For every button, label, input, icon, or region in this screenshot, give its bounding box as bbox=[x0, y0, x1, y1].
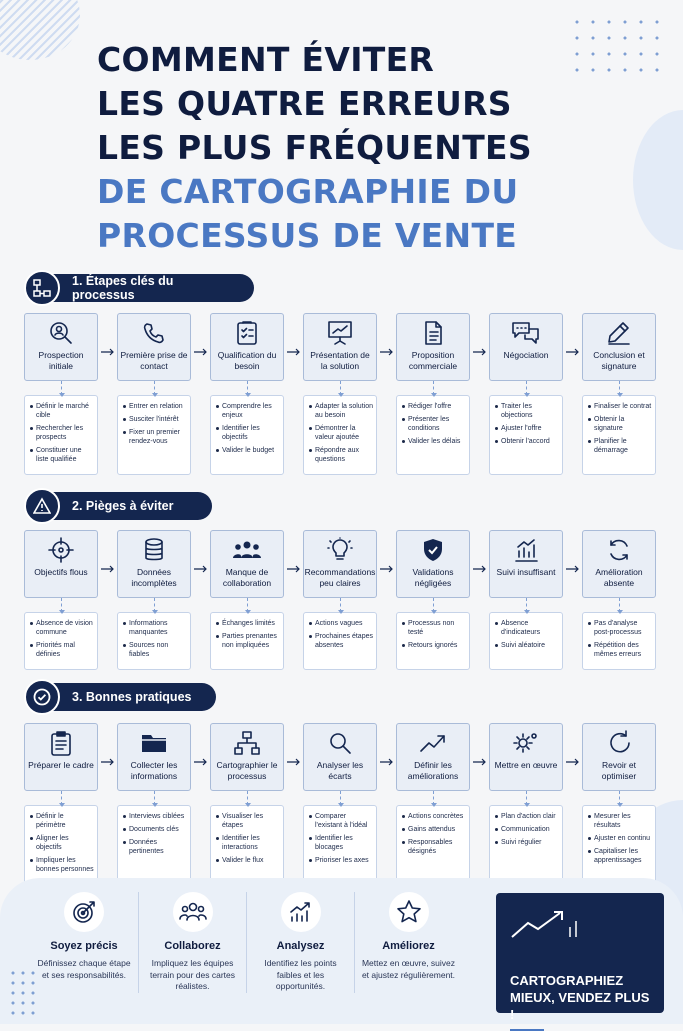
tip-item bbox=[354, 892, 462, 993]
presentation-icon bbox=[326, 320, 354, 346]
step-label: Première prise de contact bbox=[120, 350, 188, 371]
step-label: Négociation bbox=[503, 350, 549, 360]
bullet-item: Pas d'analyse post-processus bbox=[587, 619, 652, 637]
dashed-connector bbox=[61, 791, 62, 805]
arrow-right-icon bbox=[566, 343, 580, 351]
bullet-list bbox=[24, 805, 98, 885]
crosshair-icon bbox=[48, 537, 74, 563]
bullet-item: Mesurer les résultats bbox=[587, 812, 652, 830]
bullet-item: Rédiger l'offre bbox=[401, 402, 466, 411]
dashed-connector bbox=[433, 791, 434, 805]
dashed-connector bbox=[526, 598, 527, 612]
bullet-list bbox=[396, 612, 470, 670]
bullet-item: Adapter la solution au besoin bbox=[308, 402, 373, 420]
search-person-icon bbox=[48, 320, 74, 346]
bullet-item: Comparer l'existant à l'idéal bbox=[308, 812, 373, 830]
bullet-item: Identifier les interactions bbox=[215, 834, 280, 852]
step-label: Recommandations peu claires bbox=[304, 567, 376, 588]
bullet-item: Répondre aux questions bbox=[308, 446, 373, 464]
step-card bbox=[210, 313, 284, 381]
step-label: Analyser les écarts bbox=[316, 760, 364, 781]
arrow-right-icon bbox=[101, 560, 115, 568]
dashed-connector bbox=[154, 381, 155, 395]
arrow-right-icon bbox=[380, 753, 394, 761]
dashed-connector bbox=[61, 598, 62, 612]
bullet-item: Absence d'indicateurs bbox=[494, 619, 559, 637]
step-column bbox=[396, 530, 470, 670]
step-label: Amélioration absente bbox=[595, 567, 643, 588]
tip-description: Impliquez les équipes terrain pour des cartes réalistes. bbox=[149, 958, 236, 991]
bullet-item: Parties prenantes non impliquées bbox=[215, 632, 280, 650]
bullet-item: Définir le périmètre bbox=[29, 812, 94, 830]
step-column bbox=[117, 530, 191, 670]
decorative-hatched-circle bbox=[0, 0, 80, 60]
bullet-item: Capitaliser les apprentissages bbox=[587, 847, 652, 865]
decorative-circle bbox=[633, 110, 683, 250]
dashed-connector bbox=[619, 791, 620, 805]
step-card bbox=[24, 723, 98, 791]
pen-icon bbox=[606, 320, 632, 346]
tip-title: Améliorez bbox=[382, 940, 435, 952]
target-icon bbox=[64, 892, 104, 932]
growth-chart-icon bbox=[281, 892, 321, 932]
arrow-right-icon bbox=[287, 343, 301, 351]
dashed-connector bbox=[340, 598, 341, 612]
step-column bbox=[210, 530, 284, 670]
bullet-item: Prochaines étapes absentes bbox=[308, 632, 373, 650]
warning-icon bbox=[24, 488, 60, 524]
bullet-item: Prioriser les axes bbox=[308, 856, 373, 865]
bullet-item: Processus non testé bbox=[401, 619, 466, 637]
bullet-item: Sources non fiables bbox=[122, 641, 187, 659]
bullet-list bbox=[210, 805, 284, 885]
step-card bbox=[24, 530, 98, 598]
step-label: Proposition commerciale bbox=[408, 350, 458, 371]
tip-description: Identifiez les points faibles et les opportunités. bbox=[264, 958, 337, 991]
page-title bbox=[97, 38, 532, 258]
step-label: Validations négligées bbox=[412, 567, 454, 588]
step-card bbox=[210, 723, 284, 791]
bullet-item: Données pertinentes bbox=[122, 838, 187, 856]
bullet-item: Définir le marché cible bbox=[29, 402, 94, 420]
bullet-item: Identifier les objectifs bbox=[215, 424, 280, 442]
bullet-item: Susciter l'intérêt bbox=[122, 415, 187, 424]
title-line: PROCESSUS DE VENTE bbox=[97, 216, 518, 255]
bullet-list bbox=[489, 395, 563, 475]
dashed-connector bbox=[247, 381, 248, 395]
best-practices-row bbox=[24, 723, 656, 885]
bullet-list bbox=[24, 612, 98, 670]
step-label: Présentation de la solution bbox=[310, 350, 370, 371]
step-label: Prospection initiale bbox=[38, 350, 84, 371]
bullet-item: Entrer en relation bbox=[122, 402, 187, 411]
arrow-right-icon bbox=[194, 753, 208, 761]
bullet-list bbox=[303, 612, 377, 670]
dashed-connector bbox=[340, 381, 341, 395]
lightbulb-icon bbox=[327, 537, 353, 563]
bullet-list bbox=[117, 612, 191, 670]
dashed-connector bbox=[247, 598, 248, 612]
tip-description: Définissez chaque étape et ses responsabilités. bbox=[37, 958, 131, 980]
arrow-right-icon bbox=[101, 343, 115, 351]
section-header-best-practices bbox=[26, 683, 216, 711]
bullet-item: Identifier les blocages bbox=[308, 834, 373, 852]
bullet-list bbox=[117, 805, 191, 885]
bullet-list bbox=[582, 805, 656, 885]
step-column bbox=[303, 723, 377, 885]
bullet-item: Valider le flux bbox=[215, 856, 280, 865]
step-column bbox=[210, 723, 284, 885]
step-column bbox=[24, 723, 98, 885]
shield-check-icon bbox=[421, 537, 445, 563]
bullet-item: Communication bbox=[494, 825, 559, 834]
org-chart-icon bbox=[233, 730, 261, 756]
step-column bbox=[489, 313, 563, 475]
step-column bbox=[489, 530, 563, 670]
decorative-dot-grid bbox=[569, 14, 665, 84]
bullet-item: Informations manquantes bbox=[122, 619, 187, 637]
arrow-right-icon bbox=[380, 560, 394, 568]
bullet-list bbox=[582, 612, 656, 670]
bullet-list bbox=[396, 395, 470, 475]
bullet-item: Démontrer la valeur ajoutée bbox=[308, 424, 373, 442]
title-line: LES QUATRE ERREURS bbox=[97, 84, 512, 123]
step-card bbox=[582, 723, 656, 791]
bullet-item: Fixer un premier rendez-vous bbox=[122, 428, 187, 446]
bullet-item: Actions vagues bbox=[308, 619, 373, 628]
step-column bbox=[396, 313, 470, 475]
arrow-right-icon bbox=[101, 753, 115, 761]
bullet-list bbox=[303, 395, 377, 475]
bullet-item: Constituer une liste qualifiée bbox=[29, 446, 94, 464]
step-label: Conclusion et signature bbox=[593, 350, 645, 371]
step-column bbox=[24, 313, 98, 475]
bullet-item: Visualiser les étapes bbox=[215, 812, 280, 830]
bar-chart-icon bbox=[513, 537, 539, 563]
bullet-item: Répétition des mêmes erreurs bbox=[587, 641, 652, 659]
step-card bbox=[117, 530, 191, 598]
tip-description: Mettez en œuvre, suivez et ajustez régulièrement. bbox=[361, 958, 456, 980]
dashed-connector bbox=[526, 791, 527, 805]
gears-icon bbox=[512, 730, 540, 756]
database-icon bbox=[143, 537, 165, 563]
section-header-steps bbox=[26, 274, 254, 302]
checklist-icon bbox=[235, 320, 259, 346]
bullet-item: Absence de vision commune bbox=[29, 619, 94, 637]
bullet-item: Obtenir l'accord bbox=[494, 437, 559, 446]
step-column bbox=[582, 313, 656, 475]
arrow-right-icon bbox=[473, 343, 487, 351]
dashed-connector bbox=[154, 791, 155, 805]
dashed-connector bbox=[526, 381, 527, 395]
check-badge-icon bbox=[24, 679, 60, 715]
clipboard-icon bbox=[50, 730, 72, 756]
bullet-item: Obtenir la signature bbox=[587, 415, 652, 433]
bullet-list bbox=[489, 612, 563, 670]
magnifier-icon bbox=[327, 730, 353, 756]
bullet-item: Interviews ciblées bbox=[122, 812, 187, 821]
phone-icon bbox=[142, 320, 166, 346]
bullet-item: Ajuster l'offre bbox=[494, 424, 559, 433]
dashed-connector bbox=[61, 381, 62, 395]
dashed-connector bbox=[247, 791, 248, 805]
step-column bbox=[117, 313, 191, 475]
step-label: Définir les améliorations bbox=[407, 760, 459, 781]
step-label: Données incomplètes bbox=[131, 567, 177, 588]
bullet-list bbox=[24, 395, 98, 475]
refresh-icon bbox=[606, 537, 632, 563]
steps-row bbox=[24, 313, 656, 475]
section-title: 1. Étapes clés du processus bbox=[72, 274, 174, 302]
step-card bbox=[489, 313, 563, 381]
arrow-right-icon bbox=[566, 753, 580, 761]
step-card bbox=[117, 313, 191, 381]
bullet-item: Rechercher les prospects bbox=[29, 424, 94, 442]
step-card bbox=[24, 313, 98, 381]
bullet-item: Valider le budget bbox=[215, 446, 280, 455]
section-title: 2. Pièges à éviter bbox=[72, 499, 174, 513]
step-card bbox=[117, 723, 191, 791]
step-card bbox=[396, 530, 470, 598]
arrow-right-icon bbox=[194, 560, 208, 568]
dashed-connector bbox=[340, 791, 341, 805]
bullet-item: Responsables désignés bbox=[401, 838, 466, 856]
bullet-item: Échanges limités bbox=[215, 619, 280, 628]
step-column bbox=[117, 723, 191, 885]
arrow-right-icon bbox=[194, 343, 208, 351]
arrow-right-icon bbox=[287, 560, 301, 568]
bullet-item: Ajuster en continu bbox=[587, 834, 652, 843]
bullet-item: Documents clés bbox=[122, 825, 187, 834]
step-label: Collecter les informations bbox=[130, 760, 178, 781]
dashed-connector bbox=[154, 598, 155, 612]
bullet-list bbox=[117, 395, 191, 475]
bullet-item: Suivi aléatoire bbox=[494, 641, 559, 650]
step-label: Revoir et optimiser bbox=[601, 760, 637, 781]
step-card bbox=[582, 530, 656, 598]
bullet-list bbox=[210, 395, 284, 475]
tip-item bbox=[30, 892, 138, 993]
step-label: Cartographier le processus bbox=[216, 760, 278, 781]
step-label: Manque de collaboration bbox=[222, 567, 272, 588]
section-header-pitfalls bbox=[26, 492, 212, 520]
arrow-right-icon bbox=[380, 343, 394, 351]
step-card bbox=[489, 530, 563, 598]
step-column bbox=[582, 530, 656, 670]
arrow-right-icon bbox=[473, 560, 487, 568]
bullet-item: Retours ignorés bbox=[401, 641, 466, 650]
step-label: Qualification du besoin bbox=[217, 350, 277, 371]
section-title: 3. Bonnes pratiques bbox=[72, 690, 192, 704]
bullet-item: Valider les délais bbox=[401, 437, 466, 446]
tip-item bbox=[138, 892, 246, 993]
title-line: LES PLUS FRÉQUENTES bbox=[97, 128, 532, 167]
bullet-list bbox=[303, 805, 377, 885]
bullet-list bbox=[582, 395, 656, 475]
step-card bbox=[396, 313, 470, 381]
tip-title: Analysez bbox=[276, 940, 325, 952]
bullet-item: Aligner les objectifs bbox=[29, 834, 94, 852]
bullet-item: Présenter les conditions bbox=[401, 415, 466, 433]
bullet-item: Planifier le démarrage bbox=[587, 437, 652, 455]
bullet-list bbox=[396, 805, 470, 885]
cycle-icon bbox=[606, 730, 632, 756]
dashed-connector bbox=[433, 598, 434, 612]
bullet-item: Traiter les objections bbox=[494, 402, 559, 420]
dashed-connector bbox=[619, 598, 620, 612]
step-column bbox=[24, 530, 98, 670]
step-column bbox=[210, 313, 284, 475]
cta-text: CARTOGRAPHIEZ MIEUX, VENDEZ PLUS ! bbox=[510, 973, 650, 1022]
step-card bbox=[303, 313, 377, 381]
arrow-right-icon bbox=[566, 560, 580, 568]
step-column bbox=[582, 723, 656, 885]
bullet-item: Priorités mal définies bbox=[29, 641, 94, 659]
step-card bbox=[396, 723, 470, 791]
step-column bbox=[396, 723, 470, 885]
bullet-item: Plan d'action clair bbox=[494, 812, 559, 821]
step-card bbox=[582, 313, 656, 381]
step-card bbox=[303, 723, 377, 791]
document-icon bbox=[422, 320, 444, 346]
pitfalls-row bbox=[24, 530, 656, 670]
team-icon bbox=[232, 537, 262, 563]
step-label: Préparer le cadre bbox=[28, 760, 94, 770]
step-column bbox=[489, 723, 563, 885]
step-label: Mettre en œuvre bbox=[494, 760, 558, 770]
step-card bbox=[210, 530, 284, 598]
tips-list bbox=[30, 892, 480, 993]
trend-arrow-icon bbox=[510, 928, 580, 945]
flowchart-icon bbox=[24, 270, 60, 306]
step-label: Objectifs flous bbox=[34, 567, 88, 577]
bullet-item: Finaliser le contrat bbox=[587, 402, 652, 411]
bullet-item: Actions concrètes bbox=[401, 812, 466, 821]
title-line: COMMENT ÉVITER bbox=[97, 40, 435, 79]
step-card bbox=[489, 723, 563, 791]
dashed-connector bbox=[619, 381, 620, 395]
tip-item bbox=[246, 892, 354, 993]
call-to-action bbox=[496, 893, 664, 1022]
folder-icon bbox=[140, 730, 168, 756]
step-label: Suivi insuffisant bbox=[496, 567, 556, 577]
bullet-item: Suivi régulier bbox=[494, 838, 559, 847]
title-line: DE CARTOGRAPHIE DU bbox=[97, 172, 519, 211]
tip-title: Soyez précis bbox=[50, 940, 118, 952]
step-column bbox=[303, 313, 377, 475]
step-column bbox=[303, 530, 377, 670]
star-icon bbox=[389, 892, 429, 932]
bullet-item: Comprendre les enjeux bbox=[215, 402, 280, 420]
tip-title: Collaborez bbox=[164, 940, 221, 952]
chat-bubbles-icon bbox=[511, 320, 541, 346]
trend-up-icon bbox=[419, 730, 447, 756]
arrow-right-icon bbox=[287, 753, 301, 761]
bullet-item: Gains attendus bbox=[401, 825, 466, 834]
bullet-list bbox=[210, 612, 284, 670]
bullet-item: Impliquer les bonnes personnes bbox=[29, 856, 94, 874]
dashed-connector bbox=[433, 381, 434, 395]
arrow-right-icon bbox=[473, 753, 487, 761]
bullet-list bbox=[489, 805, 563, 885]
people-icon bbox=[173, 892, 213, 932]
step-card bbox=[303, 530, 377, 598]
